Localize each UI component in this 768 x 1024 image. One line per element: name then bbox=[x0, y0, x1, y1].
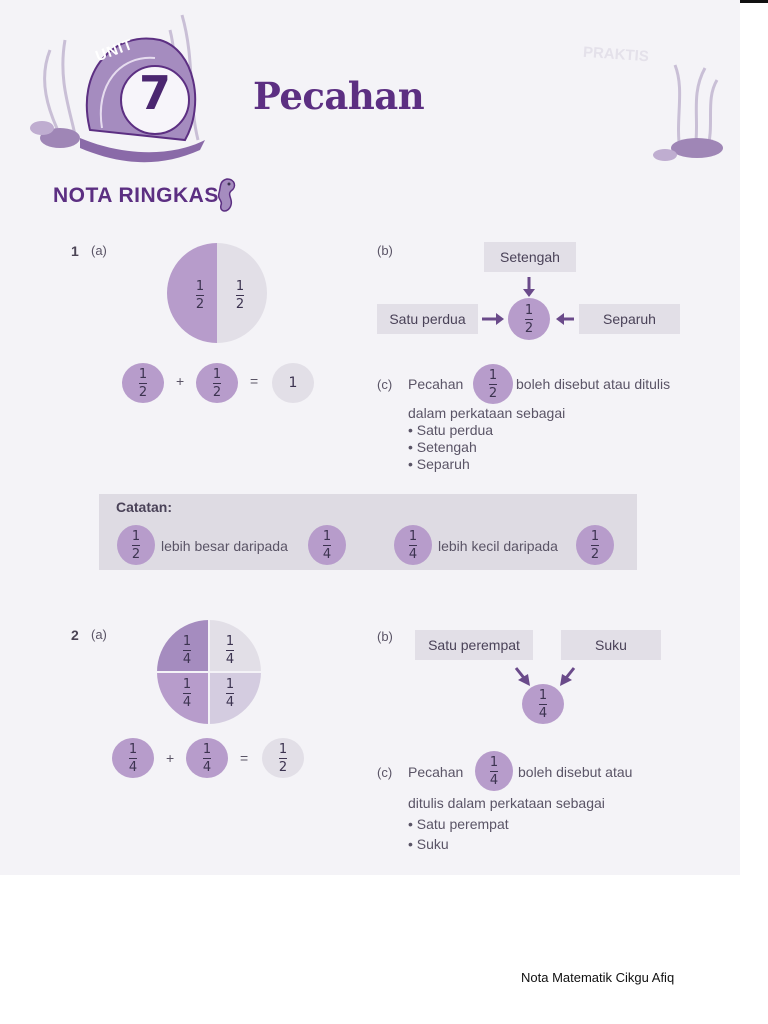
unit-shell-illustration bbox=[20, 10, 240, 170]
equation-result: 1 2 bbox=[262, 738, 304, 778]
seaweed-illustration bbox=[645, 60, 735, 165]
part-1c-fraction: 1 2 bbox=[473, 364, 513, 404]
part-2a-label: (a) bbox=[91, 627, 107, 642]
center-half-fraction: 1 2 bbox=[508, 298, 550, 340]
equation-result: 1 bbox=[272, 363, 314, 403]
part-2b-label: (b) bbox=[377, 629, 393, 644]
part-2c-bullet: • Satu perempat bbox=[408, 816, 509, 832]
part-1c-prefix: Pecahan bbox=[408, 376, 464, 392]
part-2c-label: (c) bbox=[377, 765, 393, 780]
half-circle-diagram bbox=[167, 243, 267, 343]
plus-sign: + bbox=[176, 373, 185, 389]
catatan-fraction: 1 4 bbox=[308, 525, 346, 565]
seahorse-icon bbox=[205, 173, 245, 221]
part-2c-prefix: Pecahan bbox=[408, 764, 464, 780]
part-1-number: 1 bbox=[71, 243, 79, 259]
equation-fraction-left: 1 2 bbox=[122, 363, 164, 403]
equals-sign: = bbox=[240, 750, 249, 766]
quarter-fraction: 1 4 bbox=[182, 633, 192, 667]
unit-label: UNIT bbox=[93, 35, 136, 66]
quarter-fraction: 1 4 bbox=[225, 633, 235, 667]
quarter-fraction: 1 4 bbox=[182, 676, 192, 710]
equals-sign: = bbox=[250, 373, 259, 389]
part-1c-label: (c) bbox=[377, 377, 393, 392]
circle-left-fraction: 1 2 bbox=[195, 278, 205, 312]
part-2c-suffix: boleh disebut atau bbox=[518, 764, 633, 780]
part-1c-bullet: • Satu perdua bbox=[408, 422, 493, 438]
equation-fraction-left: 1 4 bbox=[112, 738, 154, 778]
catatan-left-text: lebih besar daripada bbox=[161, 538, 288, 554]
label-satu-perempat: Satu perempat bbox=[415, 630, 533, 660]
section-heading: NOTA RINGKAS bbox=[53, 184, 219, 207]
part-1c-bullet: • Setengah bbox=[408, 439, 477, 455]
catatan-box bbox=[99, 494, 637, 570]
part-1c-suffix: boleh disebut atau ditulis bbox=[516, 376, 671, 392]
quarter-fraction: 1 4 bbox=[225, 676, 235, 710]
plus-sign: + bbox=[166, 750, 175, 766]
part-2c-fraction: 1 4 bbox=[475, 751, 513, 791]
part-1c-line2: dalam perkataan sebagai bbox=[408, 405, 566, 421]
faint-praktis-heading: PRAKTIS bbox=[582, 43, 650, 66]
footer-credit: Nota Matematik Cikgu Afiq bbox=[521, 970, 675, 985]
circle-right-fraction: 1 2 bbox=[235, 278, 245, 312]
label-suku: Suku bbox=[561, 630, 661, 660]
part-2-number: 2 bbox=[71, 627, 79, 643]
part-1c-bullet: • Separuh bbox=[408, 456, 470, 472]
page-title: Pecahan bbox=[253, 74, 425, 118]
label-separuh: Separuh bbox=[579, 304, 680, 334]
equation-fraction-right: 1 4 bbox=[186, 738, 228, 778]
equation-fraction-right: 1 2 bbox=[196, 363, 238, 403]
quarter-circle-diagram bbox=[157, 620, 261, 724]
center-quarter-fraction: 1 4 bbox=[522, 684, 564, 724]
scan-edge bbox=[740, 0, 768, 3]
part-1a-label: (a) bbox=[91, 243, 107, 258]
catatan-fraction: 1 2 bbox=[576, 525, 614, 565]
part-1b-label: (b) bbox=[377, 243, 393, 258]
part-2c-line2: ditulis dalam perkataan sebagai bbox=[408, 795, 605, 811]
label-satu-perdua: Satu perdua bbox=[377, 304, 478, 334]
catatan-title: Catatan: bbox=[116, 499, 173, 515]
label-setengah: Setengah bbox=[484, 242, 576, 272]
catatan-right-text: lebih kecil daripada bbox=[438, 538, 558, 554]
catatan-fraction: 1 2 bbox=[117, 525, 155, 565]
unit-number: 7 bbox=[139, 66, 172, 120]
catatan-fraction: 1 4 bbox=[394, 525, 432, 565]
part-2c-bullet: • Suku bbox=[408, 836, 449, 852]
arrows-to-half bbox=[478, 274, 582, 336]
